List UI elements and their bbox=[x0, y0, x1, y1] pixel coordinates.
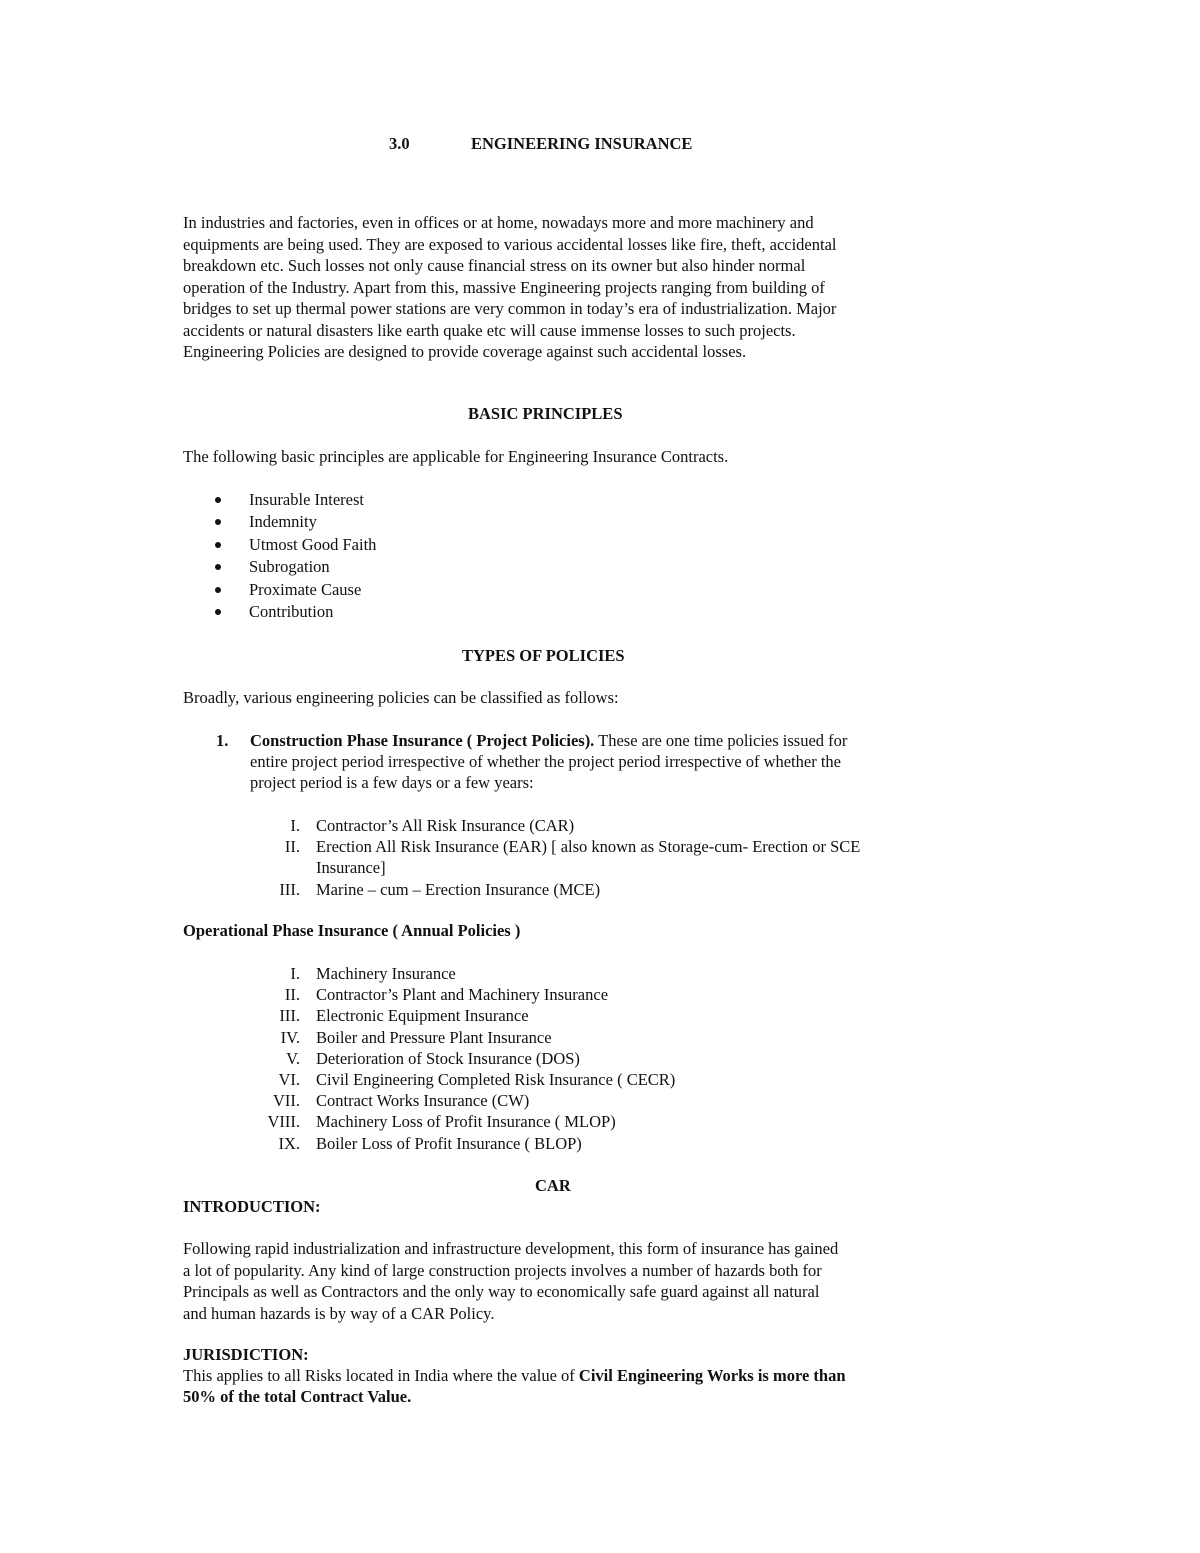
bullet-icon bbox=[215, 587, 221, 593]
page-title: ENGINEERING INSURANCE bbox=[471, 134, 693, 153]
intro-line: Engineering Policies are designed to provide coverage against such accidental losses. bbox=[183, 342, 747, 361]
jurisdiction-line2: 50% of the total Contract Value. bbox=[183, 1387, 412, 1406]
section-number: 3.0 bbox=[389, 134, 410, 153]
item-number: 1. bbox=[216, 731, 229, 750]
basic-principles-list bbox=[215, 489, 376, 623]
construction-phase-line3: project period is a few days or a few years: bbox=[250, 773, 534, 792]
list-item: VI. Civil Engineering Completed Risk Insurance ( CECR) bbox=[278, 1069, 676, 1089]
car-intro-line: and human hazards is by way of a CAR Policy. bbox=[183, 1303, 495, 1323]
list-item: Insurable Interest bbox=[215, 489, 376, 511]
list-item: III. Marine – cum – Erection Insurance (MCE) bbox=[279, 879, 601, 899]
jurisdiction-heading: JURISDICTION: bbox=[183, 1345, 309, 1364]
car-introduction-heading: INTRODUCTION: bbox=[183, 1197, 321, 1216]
intro-line: breakdown etc. Such losses not only cause financial stress on its owner but also hinder normal bbox=[183, 256, 806, 275]
types-of-policies-lead: Broadly, various engineering policies can be classified as follows: bbox=[183, 688, 619, 707]
intro-line: accidents or natural disasters like earth quake etc will cause immense losses to such projects. bbox=[183, 320, 796, 340]
car-intro-line: a lot of popularity. Any kind of large construction projects involves a number of hazards both for bbox=[183, 1260, 822, 1280]
bullet-icon bbox=[215, 542, 221, 548]
intro-paragraph bbox=[183, 212, 943, 363]
intro-line: bridges to set up thermal power stations are very common in today’s era of industrialization. Major bbox=[183, 299, 837, 318]
list-item: V. Deterioration of Stock Insurance (DOS) bbox=[286, 1048, 580, 1068]
list-item: Proximate Cause bbox=[215, 579, 376, 601]
bullet-icon bbox=[215, 497, 221, 503]
list-item: II. Erection All Risk Insurance (EAR) [ also known as Storage-cum- Erection or SCE Insurance] bbox=[284, 837, 861, 878]
car-heading: CAR bbox=[535, 1176, 571, 1195]
bullet-icon bbox=[215, 609, 221, 615]
list-item: I. Machinery Insurance bbox=[290, 964, 456, 983]
list-item: II. Contractor’s Plant and Machinery Insurance bbox=[284, 985, 609, 1005]
list-item: IV. Boiler and Pressure Plant Insurance bbox=[280, 1027, 552, 1047]
intro-line: In industries and factories, even in offices or at home, nowadays more and more machinery and bbox=[183, 213, 814, 232]
list-item: Contribution bbox=[215, 601, 376, 623]
operational-phase-heading: Operational Phase Insurance ( Annual Policies ) bbox=[183, 921, 521, 940]
list-item: VIII. Machinery Loss of Profit Insurance ( MLOP) bbox=[267, 1112, 616, 1132]
types-of-policies-heading: TYPES OF POLICIES bbox=[462, 646, 625, 665]
list-item: IX. Boiler Loss of Profit Insurance ( BLOP) bbox=[278, 1133, 582, 1153]
jurisdiction-line1: This applies to all Risks located in India where the value of Civil Engineering Works is more than bbox=[183, 1366, 846, 1385]
construction-phase-line2: entire project period irrespective of whether the project period irrespective of whether the bbox=[250, 752, 841, 771]
bullet-icon bbox=[215, 519, 221, 525]
operational-policies-list bbox=[230, 963, 950, 1154]
bullet-icon bbox=[215, 564, 221, 570]
list-item: Indemnity bbox=[215, 511, 376, 533]
basic-principles-lead: The following basic principles are applicable for Engineering Insurance Contracts. bbox=[183, 447, 729, 466]
intro-line: equipments are being used. They are exposed to various accidental losses like fire, theft, accidental bbox=[183, 234, 837, 254]
list-item: Utmost Good Faith bbox=[215, 534, 376, 556]
list-item: I. Contractor’s All Risk Insurance (CAR) bbox=[290, 816, 575, 835]
construction-phase-line1: Construction Phase Insurance ( Project Policies). These are one time policies issued for bbox=[250, 731, 848, 750]
car-intro-line: Principals as well as Contractors and the only way to economically safe guard against all natural bbox=[183, 1282, 820, 1301]
list-item: Subrogation bbox=[215, 556, 376, 578]
list-item: III. Electronic Equipment Insurance bbox=[279, 1006, 529, 1026]
intro-line: operation of the Industry. Apart from this, massive Engineering projects ranging from building of bbox=[183, 277, 825, 297]
list-item: VII. Contract Works Insurance (CW) bbox=[272, 1091, 530, 1111]
construction-policies-list bbox=[230, 815, 950, 900]
basic-principles-heading: BASIC PRINCIPLES bbox=[468, 404, 623, 423]
car-intro-line: Following rapid industrialization and infrastructure development, this form of insurance has gained bbox=[183, 1239, 839, 1258]
car-intro-paragraph bbox=[183, 1238, 943, 1324]
